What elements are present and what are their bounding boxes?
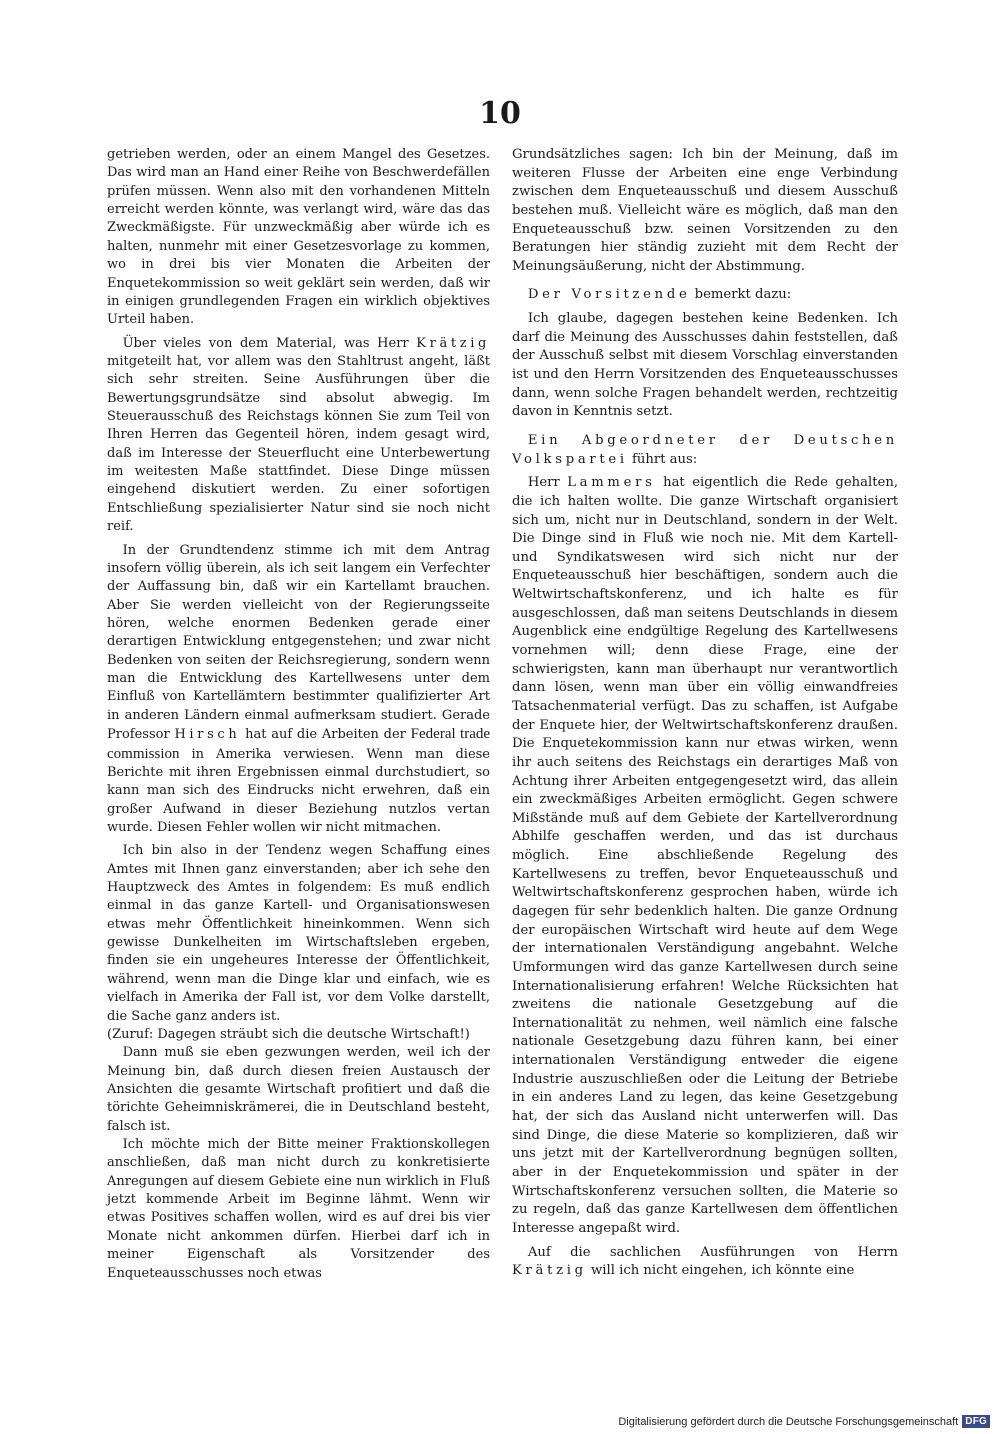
left-paragraph-2: [107, 335, 490, 537]
interjection: (Zuruf: Dagegen sträubt sich die deutsche Wirtschaft!): [107, 1026, 470, 1042]
left-paragraph-7: Ich möchte mich der Bitte meiner Fraktionskollegen anschließen, daß man nicht durch zu konkretisierte Anregungen auf diesem Gebiete eine nun wirklich in Fluß jetzt kommende Arbeit im Beginne lähmt. Wenn wir etwas Positives schaffen wollen, wird es auf drei bis vier Monate nicht ankommen dürfen. Hierbei darf ich in meiner Eigenschaft als Vorsitzender des Enqueteausschusses noch etwas: [107, 1137, 490, 1281]
right-paragraph-3: Ich glaube, dagegen bestehen keine Bedenken. Ich darf die Meinung des Ausschusses dahin feststellen, daß der Ausschuß selbst mit diesem Vorschlag einverstanden ist und den Herrn Vorsitzenden des Enqueteausschusses dann, wenn solche Fragen behandelt werden, rechtzeitig davon in Kenntnis setzt.: [512, 311, 898, 420]
right-paragraph-1: Grundsätzliches sagen: Ich bin der Meinung, daß im weiteren Flusse der Arbeiten eine enge Verbindung zwischen dem Enqueteausschuß und diesem Ausschuß bestehen muß. Vielleicht wäre es möglich, daß man den Enqueteausschuß bzw. seinen Vorsitzenden zu den Beratungen hier ständig zuzieht mit dem Recht der Meinungsäußerung, nicht der Abstimmung.: [512, 147, 898, 274]
right-paragraph-6: [512, 1244, 898, 1281]
right-column: [512, 146, 898, 1281]
speaker-name: Ein Abgeordneter der Deutschen Volkspartei: [512, 432, 898, 467]
text-run: hat auf die Arbeiten der: [240, 727, 411, 743]
text-run: Auf die sachlichen Ausführungen von Herrn: [527, 1244, 898, 1260]
text-run: Herr: [527, 475, 568, 491]
left-column: [107, 146, 490, 1283]
left-paragraph-6: Dann muß sie eben gezwungen werden, weil ich der Meinung bin, daß durch diesen freien Austausch der Ansichten die gesamte Wirtschaft profitiert und daß die törichte Geheimniskrämerei, die in Deutschland besteht, falsch ist.: [107, 1045, 490, 1134]
right-paragraph-5: [512, 474, 898, 1238]
text-run: mitgeteilt hat, vor allem was den Stahltrust angeht, läßt sich sehr streiten. Seine Ausführungen über die Bewertungsgrundsätze sind absolut abwegig. Im Steuerausschuß des Reichstags können Sie zum Teil von Ihren Herren das Gegenteil hören, indem gesagt wird, daß im Interesse der Steuerflucht eine Unterbewertung im weitesten Maße stattfindet. Diese Dinge müssen eingehend diskutiert werden. Zu einer sofortigen Entschließung spezialisierter Natur sind sie noch nicht reif.: [107, 353, 490, 535]
page-number: 10: [479, 96, 521, 131]
left-paragraph-3: [107, 542, 490, 838]
left-paragraph-4: Ich bin also in der Tendenz wegen Schaffung eines Amtes mit Ihnen ganz einverstanden; aber ich sehe den Hauptzweck des Amtes in folgendem: Es muß endlich einmal in das ganze Kartell- und Organisationswesen etwas mehr Öffentlichkeit hineinkommen. Wenn sich gewisse Dunkelheiten im Wirtschaftsleben ergeben, finden sie ein ungeheures Interesse der Öffentlichkeit, während, wenn man die Dinge klar und einfach, wie es vielfach in Amerika der Fall ist, vor dem Volke darstellt, die Sache ganz anders ist.: [107, 843, 490, 1024]
person-name: Lammers: [567, 475, 656, 491]
left-paragraph-1: getrieben werden, oder an einem Mangel des Gesetzes. Das wird man an Hand einer Reihe von Beschwerdefällen prüfen müssen. Wenn also mit den vorhandenen Mitteln erreicht werden könnte, was verlangt wird, wäre das das Zweckmäßigste. Für unzweckmäßig aber würde ich es halten, nunmehr mit einer Gesetzesvorlage zu kommen, wo in drei bis vier Monaten die Arbeiten der Enquetekommission so weit geklärt sein werden, daß wir in einigen grundlegenden Fragen ein wirklich objektives Urteil haben.: [107, 147, 490, 328]
speaker-line-dvp: [512, 432, 898, 469]
person-name: Krätzig: [512, 1263, 587, 1279]
text-run: will ich nicht eingehen, ich könnte eine: [586, 1263, 855, 1279]
text-run: führt aus:: [627, 451, 698, 467]
text-run: in Amerika verwiesen. Wenn man diese Berichte mit ihren Ergebnissen einmal durchstudiert, so kann man sich des Eindrucks nicht erwehren, daß ein großer Aufwand in dieser Beziehung nutzlos vertan wurde. Diesen Fehler wollen wir nicht mitmachen.: [107, 746, 490, 835]
text-run: hat eigentlich die Rede gehalten, die ich halten wollte. Die ganze Wirtschaft organisiert sich um, nicht nur in Deutschland, sondern in der Welt. Die Dinge sind in Fluß wie noch nie. Mit dem Kartell- und Syndikatswesen wird sich nicht nur der Enqueteausschuß hier beschäftigen, sondern auch die Weltwirtschaftskonferenz, und ich halte es für ausgeschlossen, daß man seitens Deutschlands in diesem Augenblick eine endgültige Regelung des Kartellwesens vornehmen will; denn diese Frage, eine der schwierigsten, kann man überhaupt nur verantwortlich dann lösen, wenn man über ein völlig einwandfreies Tatsachenmaterial verfügt. Das zu schaffen, ist Aufgabe der Enquete hier, der Weltwirtschaftskonferenz draußen. Die Enquetekommission kann nur etwas wirken, wenn ihr auch seitens des Reichstags ein derartiges Maß von Achtung ihrer Arbeiten entgegengesetzt wird, das allein ein zweckmäßiges Arbeiten ermöglicht. Gegen schwere Mißstände muß auf dem Gebiete der Kartellverordnung Abhilfe geschaffen werden, und das ist durchaus möglich. Eine abschließende Regelung des Kartellwesens zu treffen, bevor Enqueteausschuß und Weltwirtschaftskonferenz gesprochen haben, würde ich dagegen für sehr bedenklich halten. Die ganze Ordnung der europäischen Wirtschaft wird heute auf dem Wege der internationalen Verständigung angebahnt. Welche Umformungen wird das ganze Kartellwesen durch seine Internationalisierung erfahren! Welche Rücksichten hat zweitens die nationale Gesetzgebung auf die Internationalität zu nehmen, weil nämlich eine falsche nationale Gesetzgebung dazu führen kann, bei einer internationalen Verständigung entweder die eigene Industrie auszuschließen oder die Leitung der Betriebe in ein anderes Land zu legen, das keine Gesetzgebung hat, der sich das Ausland nicht unterwerfen will. Das sind Dinge, die diese Materie so komplizieren, daß wir uns jetzt mit der Kartellverordnung begnügen sollten, aber in der Enquetekommission und später in der Wirtschaftskonferenz versuchen sollten, die Materie so zu regeln, daß das ganze Kartellwesen dem öffentlichen Interesse angepaßt wird.: [512, 475, 899, 1236]
speaker-name: Der Vorsitzende: [527, 287, 691, 303]
person-name: Hirsch: [174, 727, 241, 743]
text-run: Über vieles von dem Material, was Herr: [122, 335, 417, 351]
text-run: bemerkt dazu:: [690, 287, 792, 303]
dfg-logo: DFG: [962, 1415, 990, 1428]
footer-credit: [618, 1415, 990, 1428]
footer-text: Digitalisierung gefördert durch die Deutsche Forschungsgemeinschaft: [618, 1415, 959, 1428]
speaker-line-chair: [512, 286, 898, 305]
latin-term: Federal trade commission: [107, 726, 491, 762]
speaker-name: Krätzig: [416, 335, 490, 351]
text-run: In der Grundtendenz stimme ich mit dem Antrag insofern völlig überein, als ich seit langem ein Verfechter der Auffassung bin, daß wir ein Kartellamt brauchen. Aber Sie werden vielleicht von der Regierungsseite hören, welche enormen Bedenken gerade einer derartigen Entwicklung entgegenstehen; und zwar nicht Bedenken von seiten der Reichsregierung, sondern wenn man die Entwicklung des Kartellwesens unter dem Einfluß von Kartellämtern bestimmter qualifizierter Art in anderen Ländern einmal aufmerksam studiert. Gerade Professor: [107, 542, 490, 743]
